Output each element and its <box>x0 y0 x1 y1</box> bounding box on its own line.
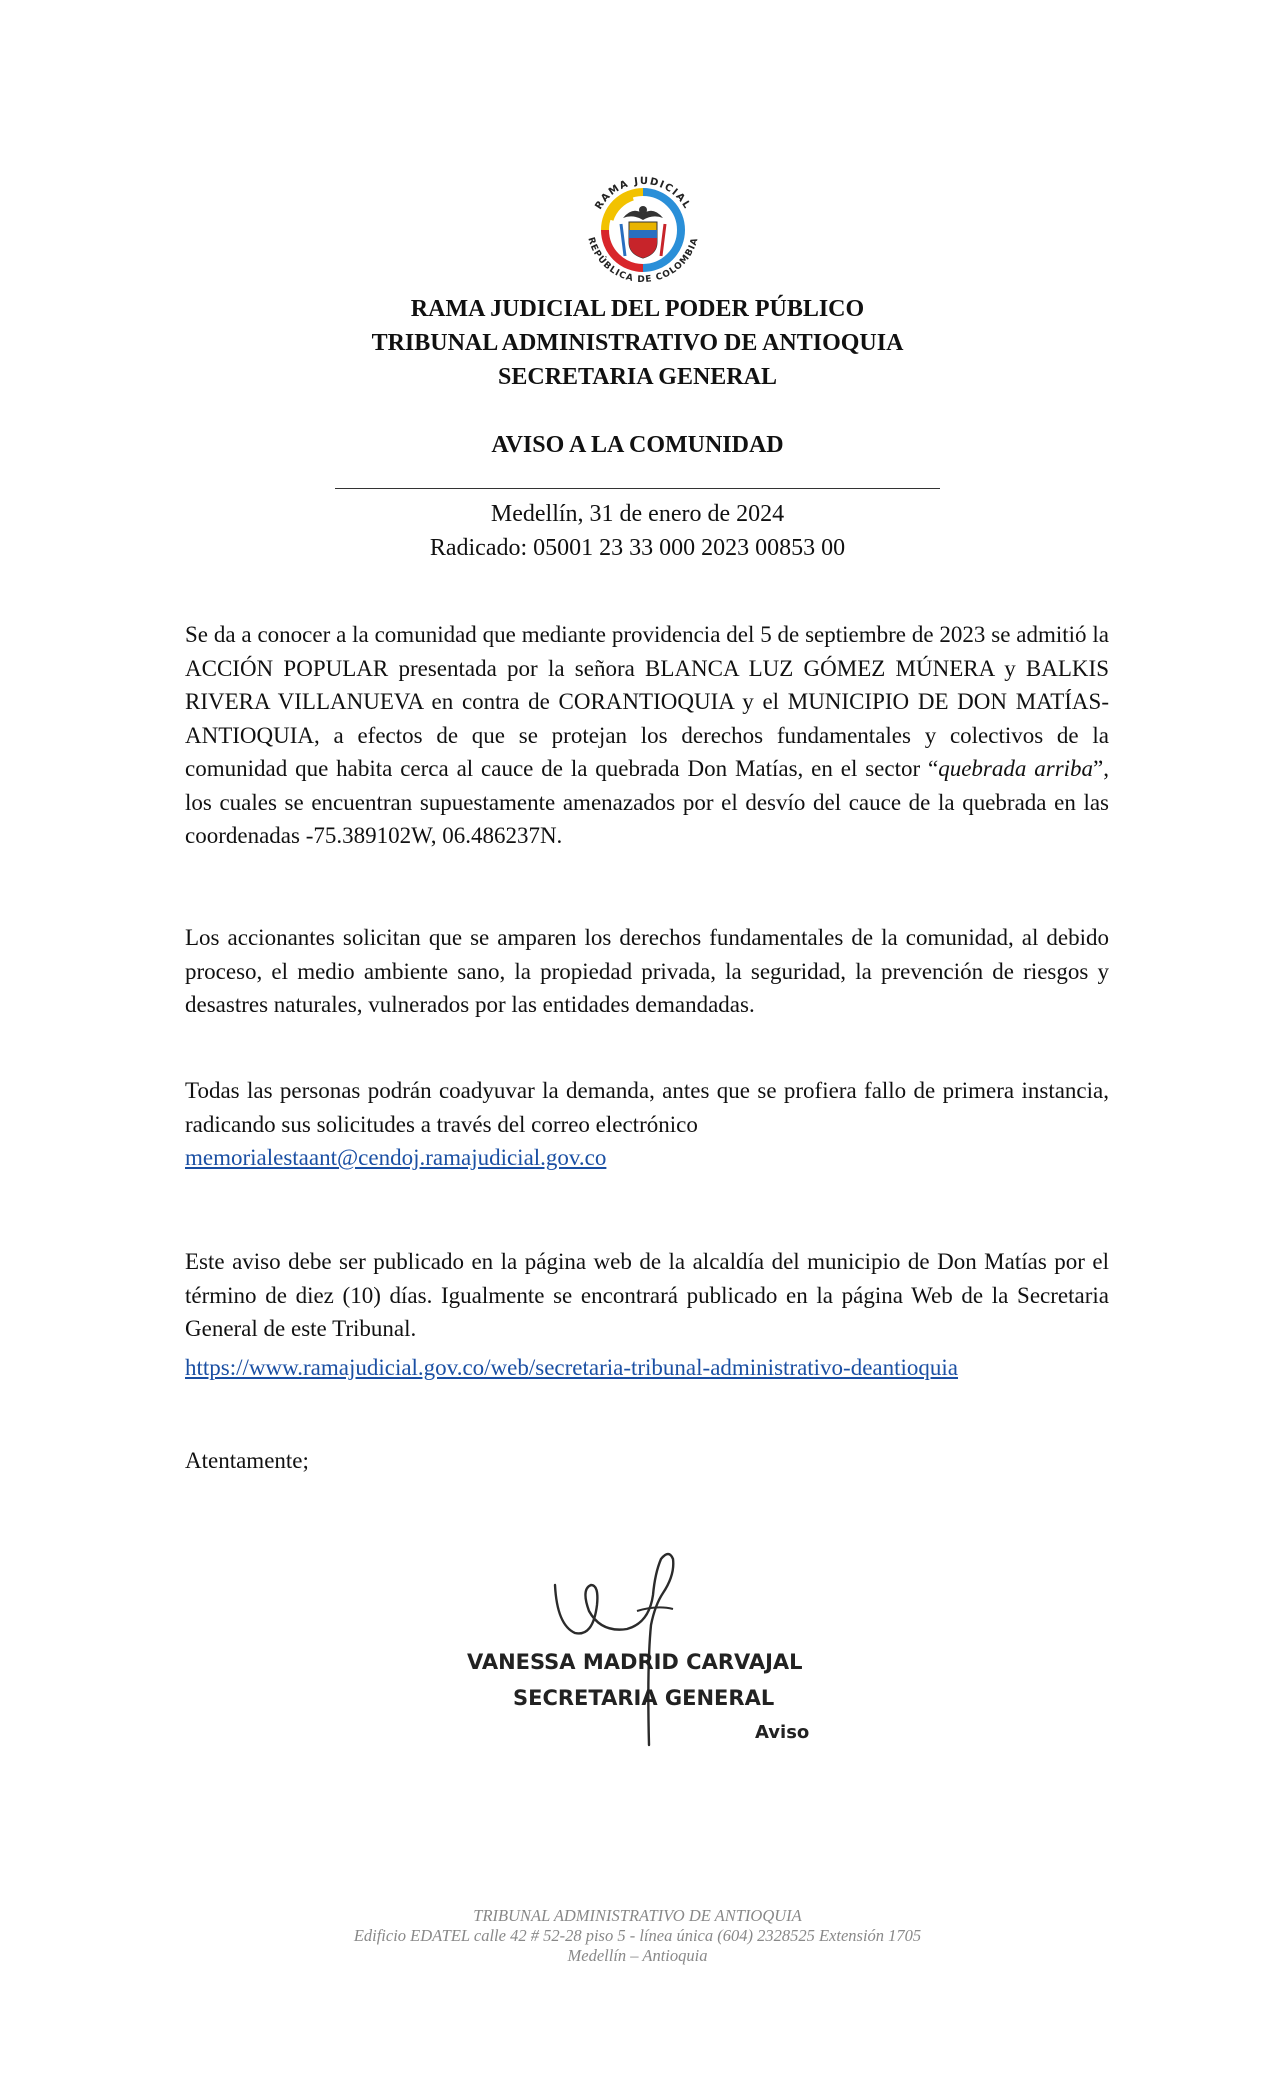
paragraph-admission-text: Se da a conocer a la comunidad que mediante providencia del 5 de septiembre de 2023 se admitió la ACCIÓN POPULAR presentada por la señora BLANCA LUZ GÓMEZ MÚNERA y BALKIS RIVERA VILLANUEVA en contra de CORANTIOQUIA y el MUNICIPIO DE DON MATÍAS-ANTIOQUIA, a efectos de que se protejan los derechos fundamentales y colectivos de la comunidad que habita cerca al cauce de la quebrada Don Matías, en el sector “ <box>185 622 1109 781</box>
header-line-1: RAMA JUDICIAL DEL PODER PÚBLICO <box>410 296 865 322</box>
radicado-line: Radicado: 05001 23 33 000 2023 00853 00 <box>429 535 846 561</box>
footer-line-1: TRIBUNAL ADMINISTRATIVO DE ANTIOQUIA <box>473 1906 802 1925</box>
svg-text:REPÚBLICA DE COLOMBIA: REPÚBLICA DE COLOMBIA <box>585 236 701 286</box>
paragraph-requests: Los accionantes solicitan que se amparen los derechos fundamentales de la comunidad, al debido proceso, el medio ambiente sano, la propiedad privada, la seguridad, la prevención de riesgos y desastres naturales, vulnerados por las entidades demandadas. <box>185 925 1109 1017</box>
paragraph-admission-text-end: ”, los cuales se encuentran supuestamente amenazados por el desvío del cauce de la quebrada en las coordenadas -75.389102W, 06.486237N. <box>185 756 1110 848</box>
email-link[interactable]: memorialestaant@cendoj.ramajudicial.gov.co <box>185 1145 607 1170</box>
sector-name: quebrada arriba <box>938 756 1094 781</box>
web-link-line <box>185 1351 1109 1385</box>
header-line-3: SECRETARIA GENERAL <box>498 364 777 390</box>
svg-text:RAMA JUDICIAL: RAMA JUDICIAL <box>593 175 693 212</box>
title-divider <box>335 488 940 489</box>
closing: Atentamente; <box>185 1448 309 1473</box>
paragraph-coadyuvar: Todas las personas podrán coadyuvar la demanda, antes que se profiera fallo de primera instancia, radicando sus solicitudes a través del correo electrónico <box>185 1078 1109 1137</box>
footer-line-3: Medellín – Antioquia <box>567 1946 708 1965</box>
signer-name: VANESSA MADRID CARVAJAL <box>467 1650 803 1674</box>
signer-role: SECRETARIA GENERAL <box>513 1686 775 1710</box>
web-link[interactable]: https://www.ramajudicial.gov.co/web/secretaria-tribunal-administrativo-deantioquia <box>185 1355 959 1380</box>
paragraph-publication: Este aviso debe ser publicado en la página web de la alcaldía del municipio de Don Matías por el término de diez (10) días. Igualmente se encontrará publicado en la página Web de la Secretaria General de este Tribunal. <box>185 1249 1109 1341</box>
email-line <box>185 1141 1109 1175</box>
signature-note: Aviso <box>755 1722 810 1743</box>
notice-title: AVISO A LA COMUNIDAD <box>491 432 784 458</box>
date-line: Medellín, 31 de enero de 2024 <box>490 501 785 527</box>
footer-line-2: Edificio EDATEL calle 42 # 52-28 piso 5 - línea única (604) 2328525 Extensión 1705 <box>353 1926 922 1945</box>
rama-judicial-logo <box>573 160 713 300</box>
paragraph-admission <box>185 618 1109 853</box>
header-line-2: TRIBUNAL ADMINISTRATIVO DE ANTIOQUIA <box>371 330 904 356</box>
coat-of-arms-icon <box>573 160 713 300</box>
